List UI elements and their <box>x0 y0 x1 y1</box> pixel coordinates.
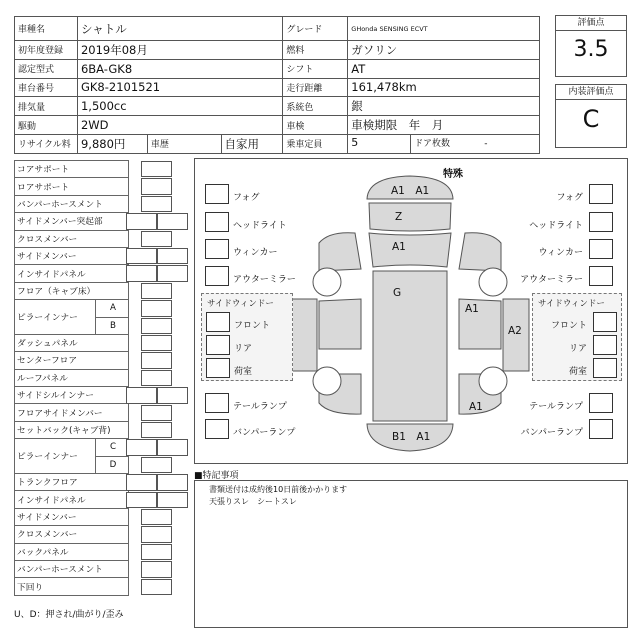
frame-check-box[interactable] <box>157 439 188 455</box>
frame-row <box>15 369 129 386</box>
left-headlight-label: ヘッドライト <box>233 221 287 231</box>
frame-row <box>15 560 129 577</box>
frame-check-box[interactable] <box>141 544 172 560</box>
left-tail-lamp-checkbox[interactable] <box>205 393 229 413</box>
frame-check-box[interactable] <box>157 213 188 229</box>
frame-row <box>15 508 129 525</box>
frame-check-box[interactable] <box>126 474 157 490</box>
frame-row-label: サイドメンバー <box>15 508 129 525</box>
frame-row <box>15 230 129 247</box>
frame-row-label: フロアサイドメンバー <box>15 404 129 421</box>
value-recycle: 9,880円 <box>77 134 147 153</box>
label-chassis: 車台番号 <box>15 78 78 97</box>
pillar-sub-label: C <box>96 439 129 456</box>
frame-check-box[interactable] <box>141 457 172 473</box>
right-headlight-checkbox[interactable] <box>589 212 613 232</box>
frame-row-label: コアサポート <box>15 161 129 178</box>
notes-line-2: 天張りスレ シートスレ <box>209 497 297 506</box>
frame-row <box>15 491 129 508</box>
right-side-window-group <box>532 293 622 381</box>
left-mirror-checkbox[interactable] <box>205 266 229 286</box>
label-displacement: 排気量 <box>15 97 78 116</box>
label-first-reg: 初年度登録 <box>15 41 78 60</box>
frame-row-label: 下回り <box>15 578 129 595</box>
frame-check-box[interactable] <box>157 492 188 508</box>
frame-row <box>15 474 129 491</box>
left-headlight-checkbox[interactable] <box>205 212 229 232</box>
left-sw-rear-label: リア <box>234 344 253 354</box>
frame-row <box>15 526 129 543</box>
frame-damage-table <box>14 160 129 596</box>
frame-row <box>15 421 129 438</box>
right-sw-rear-label: リア <box>568 344 587 354</box>
left-sw-front-label: フロント <box>234 321 271 331</box>
label-mileage: 走行距離 <box>283 78 348 97</box>
frame-row-label: バンパーホースメント <box>15 560 129 577</box>
frame-row-label: サイドメンバー <box>15 247 129 264</box>
value-drive: 2WD <box>77 116 282 135</box>
mark-right-front-door: A1 <box>465 303 479 315</box>
rating-box <box>555 15 627 77</box>
frame-row-label: トランクフロア <box>15 474 129 491</box>
frame-row-label: ロアサポート <box>15 178 129 195</box>
left-sw-front-checkbox[interactable] <box>206 312 230 332</box>
value-color: 銀 <box>348 97 540 116</box>
frame-row <box>15 404 129 421</box>
frame-row <box>15 265 129 282</box>
label-color: 系統色 <box>283 97 348 116</box>
frame-row-label: インサイドパネル <box>15 265 129 282</box>
mark-rear-bumper: B1 A1 <box>392 431 431 443</box>
left-sw-rear-checkbox[interactable] <box>206 335 230 355</box>
left-mirror-label: アウターミラー <box>233 275 296 285</box>
right-winker-label: ウィンカー <box>538 248 583 258</box>
hood-panel <box>369 203 451 231</box>
label-recycle: リサイクル料 <box>15 134 78 153</box>
left-bumper-lamp-label: バンパーランプ <box>233 428 296 438</box>
label-inspection: 車検 <box>283 116 348 135</box>
value-car-name: シャトル <box>77 17 282 41</box>
interior-rating-box <box>555 84 627 148</box>
frame-row-label: バンパーホースメント <box>15 195 129 212</box>
frame-row-label: ピラーインナー <box>15 439 96 474</box>
frame-check-box[interactable] <box>126 492 157 508</box>
frame-check-box[interactable] <box>126 439 157 455</box>
frame-row-label: ルーフパネル <box>15 369 129 386</box>
value-grade: GHonda SENSING ECVT <box>348 17 540 41</box>
mark-right-rear-door: A2 <box>508 325 522 337</box>
right-bumper-lamp-label: バンパーランプ <box>520 428 583 438</box>
left-sw-cargo-checkbox[interactable] <box>206 358 230 378</box>
frame-legend: U、D：押され/曲がり/歪み <box>14 610 124 620</box>
rating-value: 3.5 <box>573 37 609 62</box>
value-first-reg: 2019年08月 <box>77 41 282 60</box>
value-mileage: 161,478km <box>348 78 540 97</box>
label-fuel: 燃料 <box>283 41 348 60</box>
right-bumper-lamp-checkbox[interactable] <box>589 419 613 439</box>
frame-check-box[interactable] <box>141 509 172 525</box>
right-rear-wheel <box>479 367 507 395</box>
notes-title: ■特記事項 <box>194 471 239 481</box>
left-fog-label: フォグ <box>233 193 260 203</box>
frame-check-box[interactable] <box>141 352 172 368</box>
frame-row-label: ダッシュパネル <box>15 334 129 351</box>
value-displacement: 1,500cc <box>77 97 282 116</box>
label-grade: グレード <box>283 17 348 41</box>
label-history: 車歴 <box>147 134 221 153</box>
value-doors: - <box>484 138 488 149</box>
frame-row-label: クロスメンバー <box>15 526 129 543</box>
left-fog-checkbox[interactable] <box>205 184 229 204</box>
diagram-title: 特殊 <box>443 169 463 180</box>
spec-table <box>14 16 540 154</box>
frame-check-box[interactable] <box>141 335 172 351</box>
frame-row <box>15 334 129 351</box>
frame-check-box[interactable] <box>141 561 172 577</box>
label-model: 認定型式 <box>15 59 78 78</box>
frame-row-label: バックパネル <box>15 543 129 560</box>
frame-check-box[interactable] <box>141 422 172 438</box>
value-history: 自家用 <box>221 134 283 153</box>
value-chassis: GK8-2101521 <box>77 78 282 97</box>
frame-row <box>15 178 129 195</box>
right-mirror-label: アウターミラー <box>520 275 583 285</box>
notes-section <box>194 468 628 628</box>
interior-rating-label: 内装評価点 <box>556 85 626 100</box>
value-shift: AT <box>348 59 540 78</box>
frame-check-box[interactable] <box>141 318 172 334</box>
right-front-fender <box>459 233 501 271</box>
frame-row-label: フロア（キャブ床） <box>15 282 129 299</box>
right-sw-front-label: フロント <box>550 321 587 331</box>
frame-check-box[interactable] <box>126 213 157 229</box>
frame-row-label: サイドシルインナー <box>15 387 129 404</box>
mark-front-bumper: A1 A1 <box>391 185 430 197</box>
right-fog-checkbox[interactable] <box>589 184 613 204</box>
frame-check-box[interactable] <box>141 405 172 421</box>
rating-label: 評価点 <box>556 16 626 31</box>
frame-row <box>15 161 129 178</box>
label-doors: ドア枚数 <box>410 135 480 153</box>
frame-row-label: セットバック(キャブ背) <box>15 421 129 438</box>
frame-check-box[interactable] <box>157 474 188 490</box>
left-front-wheel <box>313 268 341 296</box>
right-tail-lamp-checkbox[interactable] <box>589 393 613 413</box>
right-mirror-checkbox[interactable] <box>589 266 613 286</box>
right-headlight-label: ヘッドライト <box>529 221 583 231</box>
right-sw-cargo-label: 荷室 <box>568 367 587 377</box>
right-fog-label: フォグ <box>556 193 583 203</box>
frame-row-label: インサイドパネル <box>15 491 129 508</box>
frame-row <box>15 352 129 369</box>
frame-check-box[interactable] <box>126 265 157 281</box>
left-bumper-lamp-checkbox[interactable] <box>205 419 229 439</box>
frame-row <box>15 282 129 299</box>
frame-row-label: センターフロア <box>15 352 129 369</box>
frame-check-box[interactable] <box>126 387 157 403</box>
left-side-window-title: サイドウィンドー <box>207 299 274 309</box>
frame-row-label: ピラーインナー <box>15 300 96 335</box>
frame-row-label: クロスメンバー <box>15 230 129 247</box>
right-front-wheel <box>479 268 507 296</box>
frame-check-box[interactable] <box>141 283 172 299</box>
value-fuel: ガソリン <box>348 41 540 60</box>
notes-box <box>194 480 628 628</box>
frame-check-box[interactable] <box>157 265 188 281</box>
frame-check-box[interactable] <box>141 526 172 542</box>
mark-right-rear-fender: A1 <box>469 401 483 413</box>
frame-check-box[interactable] <box>141 178 172 194</box>
right-side-window-title: サイドウィンドー <box>538 299 605 309</box>
frame-check-box[interactable] <box>141 231 172 247</box>
mark-hood: Z <box>395 211 403 223</box>
pillar-sub-label: A <box>96 300 129 317</box>
frame-row <box>15 578 129 595</box>
frame-check-box[interactable] <box>141 300 172 316</box>
mark-roof: G <box>393 287 402 299</box>
left-rear-door <box>291 299 317 371</box>
value-model: 6BA-GK8 <box>77 59 282 78</box>
right-winker-checkbox[interactable] <box>589 239 613 259</box>
left-front-door <box>319 299 361 349</box>
label-capacity: 乗車定員 <box>283 134 348 153</box>
left-tail-lamp-label: テールランプ <box>233 402 287 412</box>
frame-check-box[interactable] <box>141 579 172 595</box>
frame-row <box>15 387 129 404</box>
car-diagram-panel <box>194 158 628 464</box>
label-drive: 駆動 <box>15 116 78 135</box>
frame-row <box>15 300 129 317</box>
frame-check-box[interactable] <box>141 196 172 212</box>
label-car-name: 車種名 <box>15 17 78 41</box>
left-winker-label: ウィンカー <box>233 248 278 258</box>
left-winker-checkbox[interactable] <box>205 239 229 259</box>
frame-row-label: サイドメンバー突起部 <box>15 213 129 230</box>
frame-check-box[interactable] <box>157 248 188 264</box>
value-capacity: 5 <box>351 135 359 149</box>
left-sw-cargo-label: 荷室 <box>234 367 253 377</box>
frame-row <box>15 439 129 456</box>
label-shift: シフト <box>283 59 348 78</box>
frame-row <box>15 195 129 212</box>
frame-row <box>15 543 129 560</box>
interior-rating-value: C <box>582 105 600 133</box>
pillar-sub-label: D <box>96 456 129 473</box>
capacity-doors-cell <box>348 134 540 153</box>
left-rear-wheel <box>313 367 341 395</box>
frame-check-box[interactable] <box>141 161 172 177</box>
left-front-fender <box>319 233 361 271</box>
frame-check-box[interactable] <box>141 370 172 386</box>
frame-check-box[interactable] <box>126 248 157 264</box>
right-sw-cargo-checkbox[interactable] <box>593 358 617 378</box>
notes-line-1: 書類送付は成約後10日前後かかります <box>209 485 348 494</box>
left-side-window-group <box>201 293 293 381</box>
right-sw-rear-checkbox[interactable] <box>593 335 617 355</box>
value-inspection: 車検期限 年 月 <box>348 116 540 135</box>
frame-check-box[interactable] <box>157 387 188 403</box>
right-sw-front-checkbox[interactable] <box>593 312 617 332</box>
right-tail-lamp-label: テールランプ <box>529 402 583 412</box>
frame-row <box>15 247 129 264</box>
mark-windshield: A1 <box>392 241 406 253</box>
windshield-panel <box>369 233 451 267</box>
frame-row <box>15 213 129 230</box>
pillar-sub-label: B <box>96 317 129 334</box>
roof-panel <box>373 271 447 421</box>
